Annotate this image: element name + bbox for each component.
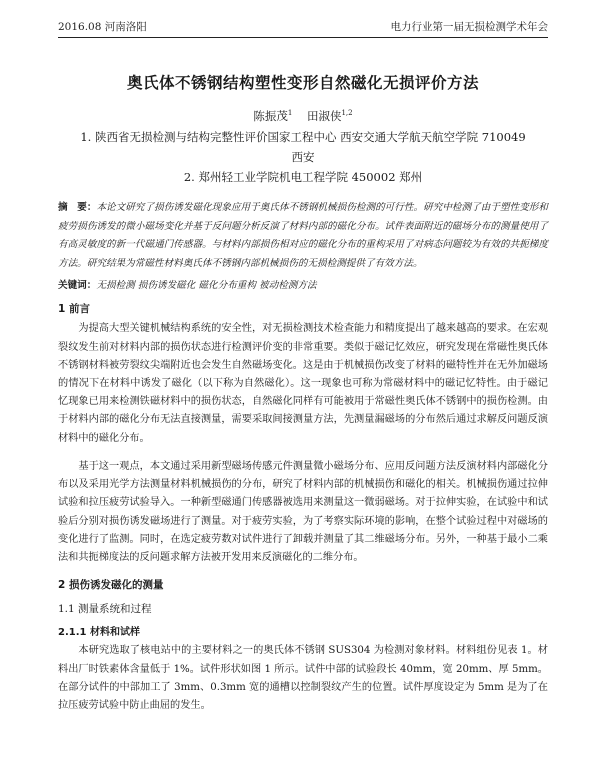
section-heading: 2 损伤诱发磁化的测量 xyxy=(58,579,164,592)
affiliation-line: 西安 xyxy=(291,150,315,164)
header-date-location: 2016.08 河南洛阳 xyxy=(58,21,147,33)
author-name: 陈振茂 xyxy=(253,109,288,123)
abstract-text: 本论文研究了损伤诱发磁化现象应用于奥氏体不锈钢机械损伤检测的可行性。研究中检测了由于塑性变形和疲劳损伤诱发的微小磁场变化并基于反问题分析反演了材料内部的磁化分布。试件表面附近的磁场分布的测量使用了有高灵敏度的新一代磁通门传感器。与材料内部损伤相对应的磁化分布的重构采用了对病态问题较为有效的共扼梯度方法。研究结果为常磁性材料奥氏体不锈钢内部机械损伤的无损检测提供了有效方法。 xyxy=(58,202,549,269)
subsection-heading: 1.1 测量系统和过程 xyxy=(58,603,152,616)
subsubsection-heading: 2.1.1 材料和试样 xyxy=(58,627,140,639)
keywords-label: 关键词： xyxy=(58,280,97,292)
paper-title: 奥氏体不锈钢结构塑性变形自然磁化无损评价方法 xyxy=(126,74,479,92)
section-heading: 1 前言 xyxy=(58,303,90,316)
affiliation-line: 1. 陕西省无损检测与结构完整性评价国家工程中心 西安交通大学航天航空学院 710049 xyxy=(80,130,526,144)
keywords xyxy=(58,277,548,291)
header-conference: 电力行业第一届无损检测学术年会 xyxy=(390,21,548,33)
abstract-label: 摘 要： xyxy=(58,202,97,213)
body-paragraph: 本研究选取了核电站中的主要材料之一的奥氏体不锈钢 SUS304 为检测对象材料。材料组份见表 1。材料出厂时铁素体含量低于 1%。试件形状如图 1 所示。试件中部的试验段长 40mm，宽 20mm、厚 5mm。在部分试件的中部加工了 3mm、0.3mm 宽的通槽以控制裂纹产生的位置。试件厚度设定为 5mm 是为了在拉压疲劳试验中防止曲屈的发生。 xyxy=(58,645,548,711)
author-affil-mark: 1 xyxy=(287,109,293,118)
body-paragraph: 基于这一观点，本文通过采用新型磁场传感元件测量微小磁场分布、应用反问题方法反演材料内部磁化分布以及采用光学方法测量材料机械损伤的分布，研究了材料内部的机械损伤和磁化的相关。机械损伤通过拉伸试验和拉压疲劳试验导入。一种新型磁通门传感器被选用来测量这一微弱磁场。对于拉伸实验，在试验中和试验后分别对损伤诱发磁场进行了测量。对于疲劳实验，为了考察实际环境的影响，在整个试验过程中对磁场的变化进行了监测。同时，在选定疲劳数对试件进行了卸载并测量了其二维磁场分布。另外，一种基于最小二乘法和共扼梯度法的反问题求解方法被开发用来反演磁化的二维分布。 xyxy=(58,460,548,563)
author-line xyxy=(58,108,548,124)
author-affil-mark: 1,2 xyxy=(341,109,353,118)
keywords-text: 无损检测 损伤诱发磁化 磁化分布重构 被动检测方法 xyxy=(96,280,317,292)
affiliations xyxy=(58,127,548,187)
affiliation-line: 2. 郑州轻工业学院机电工程学院 450002 郑州 xyxy=(183,170,423,184)
running-header xyxy=(58,0,548,34)
header-rule xyxy=(58,37,548,38)
author-name: 田淑侠 xyxy=(306,109,342,123)
abstract xyxy=(58,199,548,273)
body-paragraph: 为提高大型关键机械结构系统的安全性，对无损检测技术检查能力和精度提出了越来越高的要求。在宏观裂纹发生前对材料内部的损伤状态进行检测评价变的非常重要。类似于磁记忆效应，研究发现在常磁性奥氏体不锈钢材料被劳裂纹尖端附近也会发生自然磁场变化。这是由于机械损伤改变了材料的磁特性并在无外加磁场的情况下在材料中诱发了磁化（以下称为自然磁化）。这一现象也可称为常磁材料中的磁记忆特性。由于磁记忆现象已用来检测铁磁材料中的损伤状态，自然磁化同样有可能被用于常磁性奥氏体不锈钢中的损伤检测。由于材料内部的磁化分布无法直接测量，需要采取间接测量方法，先测量漏磁场的分布然后通过求解反问题反演材料中的磁化分布。 xyxy=(58,323,548,444)
